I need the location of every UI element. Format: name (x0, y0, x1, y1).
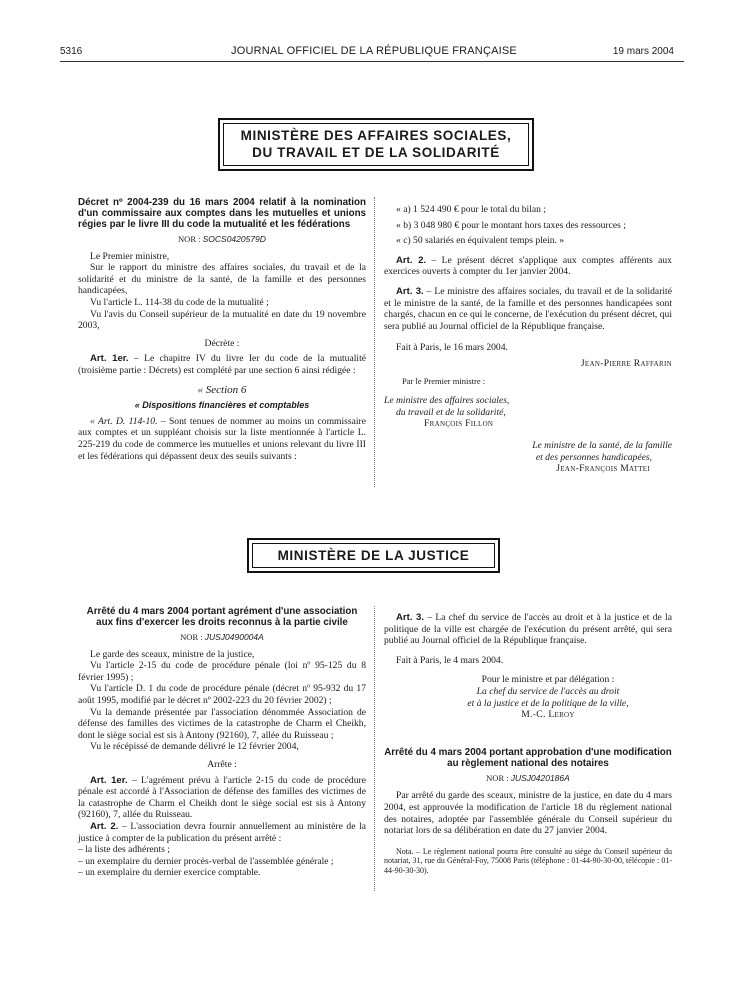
decret-decrete: Décrète : (204, 337, 240, 349)
threshold-b: « b) 3 048 980 € pour le montant hors taxes des ressources ; (396, 219, 626, 231)
art-d-label: « Art. D. 114-10. (90, 415, 158, 427)
decret-right-column (384, 204, 672, 475)
minister1-line2: du travail et de la solidarité, (396, 406, 506, 418)
header-rule (60, 61, 684, 62)
arrete1-arrete: Arrête : (207, 758, 237, 770)
arrete1-art2 (78, 821, 366, 844)
minister2-line2: et des personnes handicapées, (535, 451, 652, 463)
list-item: – un exemplaire du dernier exercice comptable. (78, 867, 261, 879)
nor-label: NOR : (180, 632, 203, 642)
decret-left-column (78, 197, 366, 462)
arrete1-left-column (78, 606, 366, 879)
ministry2-line-1: MINISTÈRE DE LA JUSTICE (277, 548, 470, 563)
ministry-line-2: DU TRAVAIL ET DE LA SOLIDARITÉ (252, 145, 500, 160)
decret-p4: Vu l'avis du Conseil supérieur de la mutualité en date du 19 novembre 2003, (78, 308, 366, 332)
arrete1-nor (78, 632, 366, 644)
nor-label: NOR : (178, 234, 201, 244)
art3-label: Art. 3. (396, 612, 425, 623)
chef-line1: La chef du service de l'accès au droit (476, 685, 620, 697)
arrete1-p3: Vu l'article D. 1 du code de procédure pénale (décret nº 95-932 du 17 août 1995, modifié par le décret nº 2002-223 du 20 février 2002) ; (78, 683, 366, 706)
decret-p3: Vu l'article L. 114-38 du code de la mutualité ; (90, 296, 269, 308)
decret-section-title: « Dispositions financières et comptables (134, 400, 310, 411)
list-item: – la liste des adhérents ; (78, 844, 170, 856)
nor-code: JUSJ0420186A (510, 772, 570, 783)
decret-title: Décret nº 2004-239 du 16 mars 2004 relatif à la nomination d'un commissaire aux comptes dans les mutuelles et unions régies par le livre III du code la mutualité et les fédérations (78, 197, 366, 230)
arrete1-p4: Vu la demande présentée par l'association dénommée Association de défense des familles des victimes de la catastrophe de Charm el Cheikh, dont le siège social est sis à Antony (92160), 7, allée du Ruisseau ; (78, 706, 366, 741)
decret-nor (78, 234, 366, 246)
art1-text: – Le chapitre IV du livre Ier du code de la mutualité (troisième partie : Décrets) est complété par une section 6 ainsi rédigée : (78, 353, 366, 376)
art3-text: – Le ministre des affaires sociales, du travail et de la solidarité et le ministre de la santé, de la famille et des personnes handicapées sont chargés, chacun en ce qui le concerne, de l'exécution du présent décret, qui sera publié au Journal officiel de la République française. (384, 285, 672, 332)
decret-art3 (384, 286, 672, 332)
decret-art2 (384, 255, 672, 278)
signature-mattei: Jean-François Mattei (556, 463, 650, 475)
art2-text: – L'association devra fournir annuellement au ministère de la justice à compter de la publication du présent arrêté : (78, 820, 366, 844)
minister1-line1: Le ministre des affaires sociales, (384, 395, 510, 407)
decret-p2: Sur le rapport du ministre des affaires sociales, du travail et de la solidarité et du ministre de la santé, de la famille et des personnes handicapées, (78, 262, 366, 297)
column-divider (374, 606, 375, 891)
decret-section: « Section 6 (197, 383, 247, 396)
signature-raffarin: Jean-Pierre Raffarin (580, 357, 672, 369)
ministry-line-1: MINISTÈRE DES AFFAIRES SOCIALES, (240, 128, 512, 143)
ministry-justice-box (247, 538, 500, 573)
art2-label: Art. 2. (396, 254, 427, 266)
minister2-line1: Le ministre de la santé, de la famille (532, 439, 672, 451)
arrete2-nor (384, 773, 672, 785)
nor-code: JUSJ0490004A (204, 632, 264, 642)
arrete1-delegation: Pour le ministre et par délégation : (481, 674, 615, 686)
ministry-social-affairs-box (218, 118, 534, 171)
list-item: – un exemplaire du dernier procès-verbal de l'assemblée générale ; (78, 855, 334, 867)
par-premier-ministre: Par le Premier ministre : (402, 375, 486, 386)
decret-art1 (78, 353, 366, 376)
arrete1-p2: Vu l'article 2-15 du code de procédure pénale (loi nº 95-125 du 8 février 1995) ; (78, 660, 366, 683)
arrete1-art1 (78, 775, 366, 821)
arrete1-p1: Le garde des sceaux, ministre de la justice, (90, 648, 255, 660)
journal-title: JOURNAL OFFICIEL DE LA RÉPUBLIQUE FRANÇAISE (231, 45, 517, 57)
signature-leroy: M.-C. Leroy (521, 709, 575, 721)
decret-p1: Le Premier ministre, (90, 250, 170, 262)
arrete1-right-column (384, 612, 672, 876)
nor-code: SOCS0420579D (202, 234, 266, 244)
arrete2-title: Arrêté du 4 mars 2004 portant approbation d'une modification au règlement national des notaires (384, 746, 672, 769)
arrete2-p1: Par arrêté du garde des sceaux, ministre de la justice, en date du 4 mars 2004, est approuvée la modification de l'article 18 du règlement national des notaires, adoptée par l'assemblée générale du Conseil supérieur du notariat lors de sa délibération en date du 27 janvier 2004. (384, 790, 672, 837)
arrete1-p5: Vu le récépissé de demande délivré le 12 février 2004, (90, 741, 299, 753)
art1-label: Art. 1er. (90, 774, 128, 786)
column-divider (374, 197, 375, 487)
arrete1-done: Fait à Paris, le 4 mars 2004. (396, 654, 504, 666)
art3-label: Art. 3. (396, 285, 424, 297)
page-number: 5316 (60, 46, 83, 57)
decret-art-d (78, 416, 366, 462)
decret-done: Fait à Paris, le 16 mars 2004. (396, 342, 508, 354)
arrete2-note: Nota. – Le règlement national pourra être consulté au siège du Conseil supérieur du notariat, 31, rue du Général-Foy, 75008 Paris (téléphone : 01-44-90-30-00, télécopie : 01-44-90-30-30). (384, 846, 672, 875)
art-d-text: – Sont tenues de nommer au moins un commissaire aux comptes et un suppléant choisis sur la liste mentionnée à l'article L. 225-219 du code de commerce les mutuelles et unions relevant du livre III et les fédérations qui dépassent deux des seuils suivants : (78, 415, 367, 462)
chef-line2: et à la justice et de la politique de la ville, (467, 697, 629, 709)
art1-text: – L'agrément prévu à l'article 2-15 du code de procédure pénale est accordé à l'Association de défense des familles des victimes de la catastrophe de Charm el Cheikh dont le siège social est sis à Antony (92160), 7, allée du Ruisseau. (78, 774, 366, 821)
threshold-c: « c) 50 salariés en équivalent temps plein. » (396, 235, 565, 247)
threshold-a: « a) 1 524 490 € pour le total du bilan ; (396, 204, 547, 215)
art1-label: Art. 1er. (90, 353, 129, 365)
issue-date: 19 mars 2004 (612, 46, 674, 57)
art2-label: Art. 2. (90, 820, 119, 832)
signature-fillon: François Fillon (424, 418, 494, 430)
art3-text: – La chef du service de l'accès au droit et à la justice et de la politique de la ville est chargée de l'exécution du présent arrêté, qui sera publié au Journal officiel de la République française. (384, 612, 672, 647)
arrete1-art3 (384, 612, 672, 647)
nor-label: NOR : (486, 772, 509, 783)
arrete1-title: Arrêté du 4 mars 2004 portant agrément d'une association aux fins d'exercer les droits reconnus à la partie civile (86, 606, 358, 628)
art2-text: – Le présent décret s'applique aux comptes afférents aux exercices ouverts à compter du 1er janvier 2004. (384, 254, 672, 278)
